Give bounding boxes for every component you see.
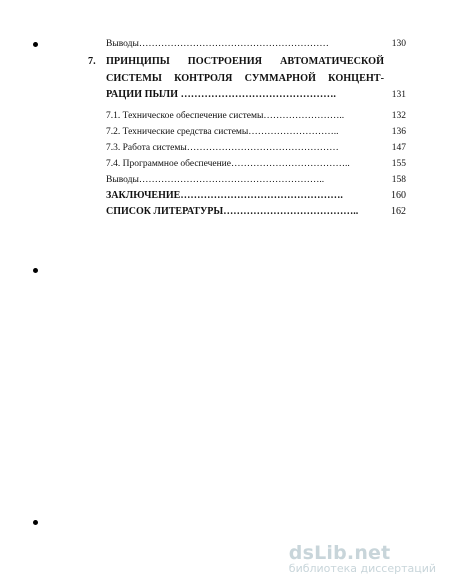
watermark-subtitle: библиотека диссертаций	[288, 562, 436, 575]
toc-entry-page: 155	[391, 158, 406, 169]
toc-entry-page: 158	[391, 174, 406, 185]
chapter-number: 7.	[88, 56, 96, 67]
toc-entry-title: 7.3. Работа системы…………………………………………	[106, 142, 339, 153]
toc-entry-title: 7.1. Техническое обеспечение системы……………………..	[106, 110, 345, 121]
toc-entry-page: 160	[391, 189, 406, 201]
toc-entry-page: 147	[391, 142, 406, 153]
chapter-title-line: ПРИНЦИПЫ ПОСТРОЕНИЯ АВТОМАТИЧЕСКОЙ	[106, 56, 384, 67]
toc-entry[interactable]	[88, 188, 406, 204]
toc-entry-title: СПИСОК ЛИТЕРАТУРЫ…………………………………..	[106, 205, 359, 217]
binding-hole-mark	[33, 268, 38, 273]
chapter-title-line: СИСТЕМЫ КОНТРОЛЯ СУММАРНОЙ КОНЦЕНТ-	[106, 72, 384, 84]
site-watermark	[289, 542, 436, 575]
toc-entry-title: Выводы……………………………………………………	[106, 39, 329, 49]
toc-entry-title: 7.4. Программное обеспечение………………………………..	[106, 158, 350, 169]
toc-entry-page: 130	[391, 39, 406, 49]
toc-entry[interactable]	[88, 172, 406, 188]
toc-entry-page: 162	[391, 205, 406, 217]
toc-entry[interactable]	[88, 140, 406, 156]
chapter-title	[106, 54, 384, 104]
toc-entry-page: 132	[391, 110, 406, 121]
toc-entry[interactable]	[88, 36, 406, 52]
binding-hole-mark	[33, 520, 38, 525]
toc-entry[interactable]	[88, 156, 406, 172]
toc-chapter-entry[interactable]	[88, 54, 406, 104]
watermark-logo: dsLib.net	[288, 542, 391, 564]
toc-entry-title: 7.2. Технические средства системы………………………..	[106, 126, 339, 137]
toc-entry-title: Выводы…………………………………………………..	[106, 174, 325, 185]
table-of-contents	[88, 36, 406, 220]
toc-entry-page: 136	[391, 126, 406, 137]
toc-entry[interactable]	[88, 124, 406, 140]
toc-entry-page: 131	[391, 90, 406, 100]
chapter-title-line: РАЦИИ ПЫЛИ ……………………………………….	[106, 89, 336, 100]
toc-entry[interactable]	[88, 204, 406, 220]
toc-entry-title: ЗАКЛЮЧЕНИЕ………………………………………….	[106, 189, 343, 201]
binding-hole-mark	[33, 42, 38, 47]
toc-entry[interactable]	[88, 108, 406, 124]
